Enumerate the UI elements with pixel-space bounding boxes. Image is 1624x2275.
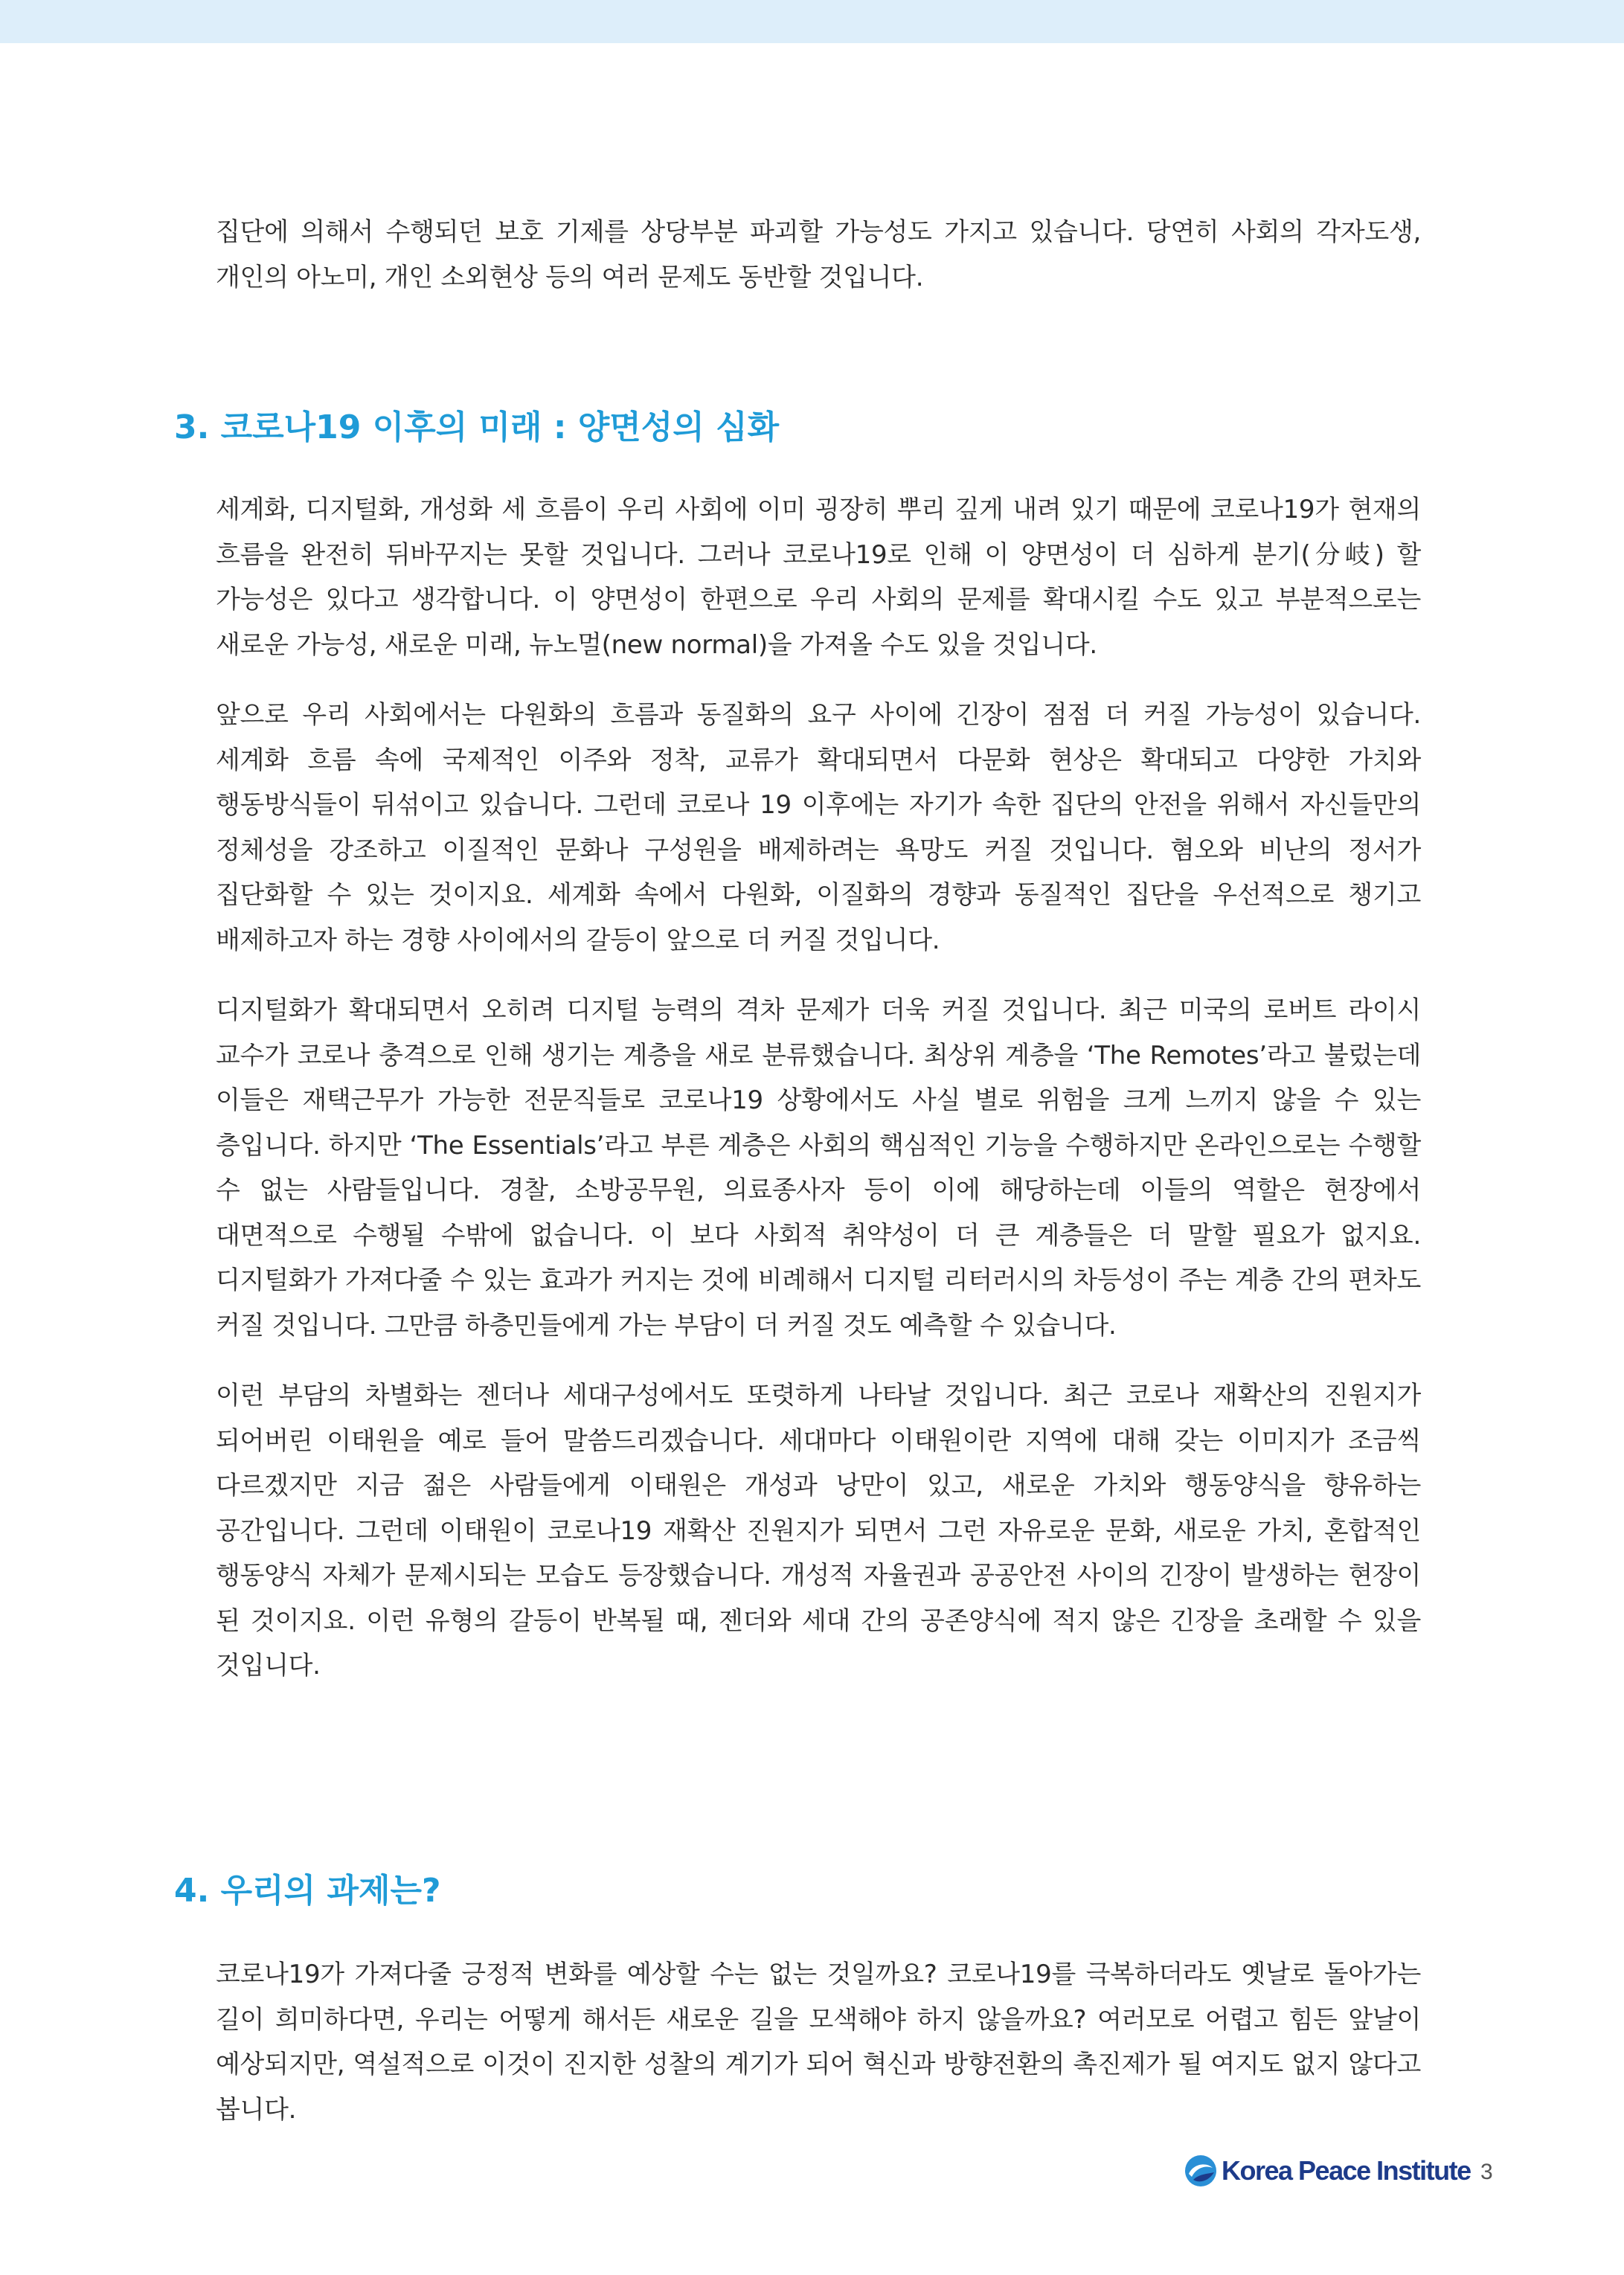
section-3-paragraph-3: 디지털화가 확대되면서 오히려 디지털 능력의 격차 문제가 더욱 커질 것입니다. 최근 미국의 로버트 라이시 교수가 코로나 충격으로 인해 생기는 계층을 새로 분류했습니다. 최상위 계층을 ‘The Remotes’라고 불렀는데 이들은 재택근무가 가능한 전문직들로 코로나19 상황에서도 사실 별로 위험을 크게 느끼지 않을 수 있는 층입니다. 하지만 ‘The Essentials’라고 부른 계층은 사회의 핵심적인 기능을 수행하지만 온라인으로는 수행할 수 없는 사람들입니다. 경찰, 소방공무원, 의료종사자 등이 이에 해당하는데 이들의 역할은 현장에서 대면적으로 수행될 수밖에 없습니다. 이 보다 사회적 취약성이 더 큰 계층들은 더 말할 필요가 없지요. 디지털화가 가져다줄 수 있는 효과가 커지는 것에 비례해서 디지털 리터러시의 차등성이 주는 계층 간의 편차도 커질 것입니다. 그만큼 하층민들에게 가는 부담이 더 커질 것도 예측할 수 있습니다. bbox=[216, 995, 1421, 1341]
top-band bbox=[0, 0, 1624, 43]
footer bbox=[1183, 2150, 1599, 2195]
section-3-paragraph-2: 앞으로 우리 사회에서는 다원화의 흐름과 동질화의 요구 사이에 긴장이 점점 더 커질 가능성이 있습니다. 세계화 흐름 속에 국제적인 이주와 정착, 교류가 확대되면서 다문화 현상은 확대되고 다양한 가치와 행동방식들이 뒤섞이고 있습니다. 그런데 코로나 19 이후에는 자기가 속한 집단의 안전을 위해서 자신들만의 정체성을 강조하고 이질적인 문화나 구성원을 배제하려는 욕망도 커질 것입니다. 혐오와 비난의 정서가 집단화할 수 있는 것이지요. 세계화 속에서 다원화, 이질화의 경향과 동질적인 집단을 우선적으로 챙기고 배제하고자 하는 경향 사이에서의 갈등이 앞으로 더 커질 것입니다. bbox=[216, 700, 1421, 955]
globe-swirl-icon bbox=[1183, 2153, 1219, 2189]
section-4-body bbox=[216, 1952, 1421, 2132]
section-4-heading: 4. 우리의 과제는? bbox=[174, 1872, 441, 1910]
institute-logo-text: Korea Peace Institute bbox=[1222, 2155, 1471, 2186]
section-3-heading: 3. 코로나19 이후의 미래 : 양면성의 심화 bbox=[174, 408, 780, 446]
intro-block bbox=[216, 210, 1421, 300]
intro-paragraph: 집단에 의해서 수행되던 보호 기제를 상당부분 파괴할 가능성도 가지고 있습니다. 당연히 사회의 각자도생, 개인의 아노미, 개인 소외현상 등의 여러 문제도 동반할 것입니다. bbox=[216, 217, 1421, 292]
page-number: 3 bbox=[1480, 2160, 1493, 2184]
section-3-paragraph-4: 이런 부담의 차별화는 젠더나 세대구성에서도 또렷하게 나타날 것입니다. 최근 코로나 재확산의 진원지가 되어버린 이태원을 예로 들어 말씀드리겠습니다. 세대마다 이태원이란 지역에 대해 갖는 이미지가 조금씩 다르겠지만 지금 젊은 사람들에게 이태원은 개성과 낭만이 있고, 새로운 가치와 행동양식을 향유하는 공간입니다. 그런데 이태원이 코로나19 재확산 진원지가 되면서 그런 자유로운 문화, 새로운 가치, 혼합적인 행동양식 자체가 문제시되는 모습도 등장했습니다. 개성적 자율권과 공공안전 사이의 긴장이 발생하는 현장이 된 것이지요. 이런 유형의 갈등이 반복될 때, 젠더와 세대 간의 공존양식에 적지 않은 긴장을 초래할 수 있을 것입니다. bbox=[216, 1381, 1421, 1681]
section-3-paragraph-1: 세계화, 디지털화, 개성화 세 흐름이 우리 사회에 이미 굉장히 뿌리 깊게 내려 있기 때문에 코로나19가 현재의 흐름을 완전히 뒤바꾸지는 못할 것입니다. 그러나 코로나19로 인해 이 양면성이 더 심하게 분기(分岐) 할 가능성은 있다고 생각합니다. 이 양면성이 한편으로 우리 사회의 문제를 확대시킬 수도 있고 부분적으로는 새로운 가능성, 새로운 미래, 뉴노멀(new normal)을 가져올 수도 있을 것입니다. bbox=[216, 495, 1421, 660]
section-4-paragraph-1: 코로나19가 가져다줄 긍정적 변화를 예상할 수는 없는 것일까요? 코로나19를 극복하더라도 옛날로 돌아가는 길이 희미하다면, 우리는 어떻게 해서든 새로운 길을 모색해야 하지 않을까요? 여러모로 어렵고 힘든 앞날이 예상되지만, 역설적으로 이것이 진지한 성찰의 계기가 되어 혁신과 방향전환의 촉진제가 될 여지도 없지 않다고 봅니다. bbox=[216, 1960, 1421, 2125]
section-3-body bbox=[216, 487, 1421, 1689]
